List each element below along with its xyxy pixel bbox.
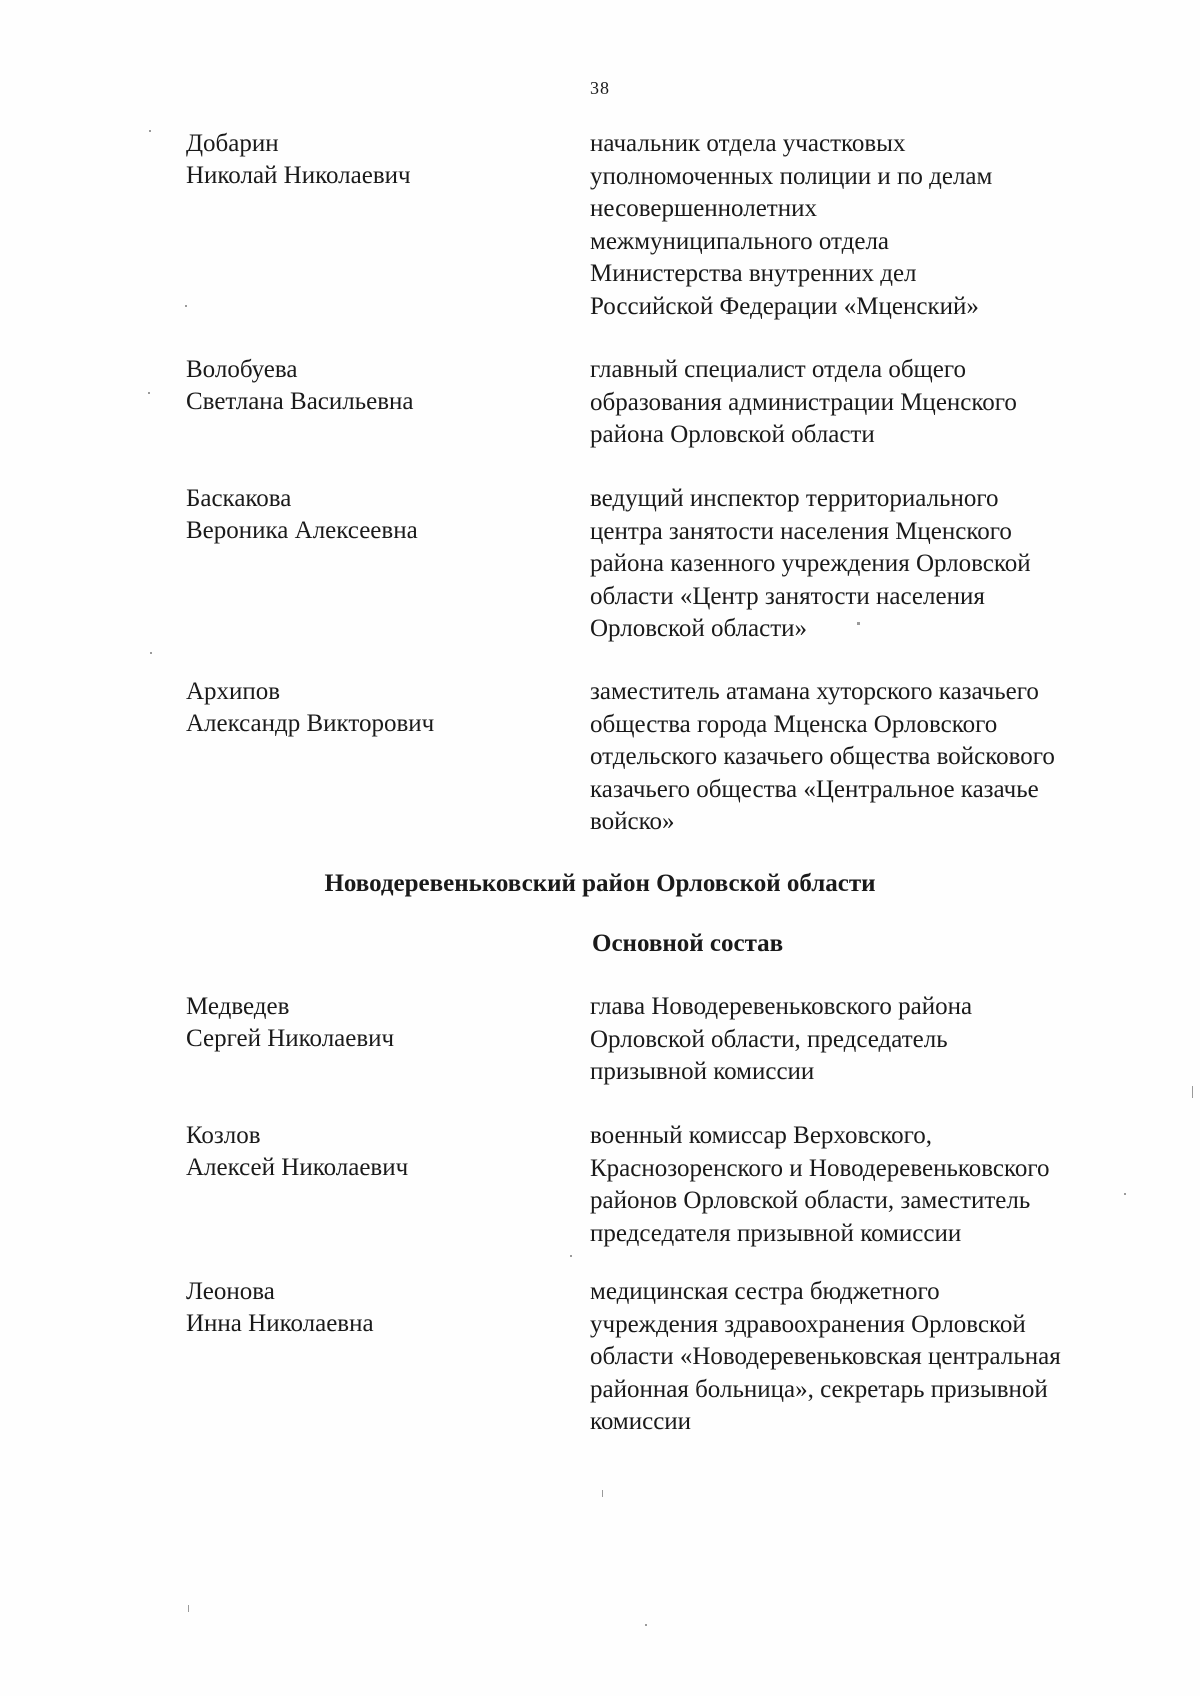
role-line: Орловской области, председатель bbox=[590, 1025, 948, 1053]
role-line: ведущий инспектор территориального bbox=[590, 485, 999, 512]
member-name bbox=[186, 1120, 506, 1184]
scan-speck bbox=[857, 622, 860, 625]
role-line: области «Новодеревеньковская центральная bbox=[590, 1343, 1061, 1370]
member-given-names: Николай Николаевич bbox=[186, 162, 411, 189]
role-line: района казенного учреждения Орловской bbox=[590, 550, 1031, 577]
role-line: межмуниципального отдела bbox=[590, 227, 890, 255]
role-line: области «Центр занятости населения bbox=[590, 582, 985, 610]
scan-speck bbox=[1124, 1193, 1126, 1195]
role-line: призывной комиссии bbox=[590, 1058, 815, 1085]
scan-speck bbox=[645, 1624, 647, 1626]
role-line: начальник отдела участковых bbox=[590, 130, 906, 157]
role-line: войско» bbox=[590, 808, 675, 835]
role-line: учреждения здравоохранения Орловской bbox=[590, 1310, 1026, 1338]
member-name bbox=[186, 676, 506, 740]
role-line: центра занятости населения Мценского bbox=[590, 517, 1012, 545]
section-title: Новодеревеньковский район Орловской области bbox=[324, 870, 876, 897]
scan-speck bbox=[1192, 1086, 1193, 1098]
member-role bbox=[590, 1276, 1130, 1439]
member-name bbox=[186, 354, 506, 418]
role-line: общества города Мценска Орловского bbox=[590, 710, 998, 738]
role-line: образования администрации Мценского bbox=[590, 388, 1017, 416]
role-line: отдельского казачьего общества войскового bbox=[590, 743, 1055, 770]
role-line: комиссии bbox=[590, 1408, 692, 1435]
member-given-names: Светлана Васильевна bbox=[186, 388, 414, 415]
member-role bbox=[590, 483, 1130, 646]
member-name bbox=[186, 483, 506, 547]
member-name bbox=[186, 1276, 506, 1340]
role-line: казачьего общества «Центральное казачье bbox=[590, 775, 1039, 803]
page-number: 38 bbox=[590, 78, 610, 98]
role-line: уполномоченных полиции и по делам bbox=[590, 162, 993, 190]
role-line: районов Орловской области, заместитель bbox=[590, 1187, 1031, 1214]
role-line: района Орловской области bbox=[590, 421, 875, 448]
member-surname: Леонова bbox=[186, 1278, 275, 1305]
role-line: Краснозоренского и Новодеревеньковского bbox=[590, 1154, 1050, 1182]
role-line: заместитель атамана хуторского казачьего bbox=[590, 678, 1039, 705]
role-line: Российской Федерации «Мценский» bbox=[590, 292, 979, 320]
scan-speck bbox=[188, 1605, 189, 1612]
member-name bbox=[186, 991, 506, 1055]
member-surname: Добарин bbox=[186, 130, 279, 157]
member-role bbox=[590, 676, 1130, 839]
scan-speck bbox=[185, 305, 187, 307]
member-role bbox=[590, 1120, 1130, 1250]
subsection-title: Основной состав bbox=[592, 930, 784, 957]
member-given-names: Александр Викторович bbox=[186, 710, 435, 737]
member-role bbox=[590, 128, 1130, 323]
scan-speck bbox=[149, 130, 151, 132]
member-surname: Архипов bbox=[186, 678, 281, 705]
role-line: глава Новодеревеньковского района bbox=[590, 993, 973, 1020]
member-role bbox=[590, 354, 1130, 452]
member-surname: Баскакова bbox=[186, 485, 292, 512]
member-given-names: Сергей Николаевич bbox=[186, 1025, 395, 1052]
role-line: несовершеннолетних bbox=[590, 195, 817, 222]
member-surname: Волобуева bbox=[186, 356, 298, 383]
member-role bbox=[590, 991, 1130, 1089]
scan-speck bbox=[148, 392, 150, 394]
role-line: военный комиссар Верховского, bbox=[590, 1122, 932, 1149]
role-line: председателя призывной комиссии bbox=[590, 1219, 962, 1247]
scan-speck bbox=[570, 1255, 572, 1257]
role-line: главный специалист отдела общего bbox=[590, 356, 967, 383]
member-given-names: Вероника Алексеевна bbox=[186, 517, 418, 544]
scan-speck bbox=[150, 652, 152, 654]
role-line: Орловской области» bbox=[590, 615, 808, 642]
member-name bbox=[186, 128, 506, 192]
member-given-names: Инна Николаевна bbox=[186, 1310, 374, 1337]
scan-speck bbox=[602, 1490, 603, 1497]
member-surname: Медведев bbox=[186, 993, 290, 1020]
role-line: медицинская сестра бюджетного bbox=[590, 1278, 940, 1305]
role-line: Министерства внутренних дел bbox=[590, 260, 917, 287]
member-surname: Козлов bbox=[186, 1122, 261, 1149]
role-line: районная больница», секретарь призывной bbox=[590, 1375, 1048, 1403]
member-given-names: Алексей Николаевич bbox=[186, 1154, 409, 1181]
